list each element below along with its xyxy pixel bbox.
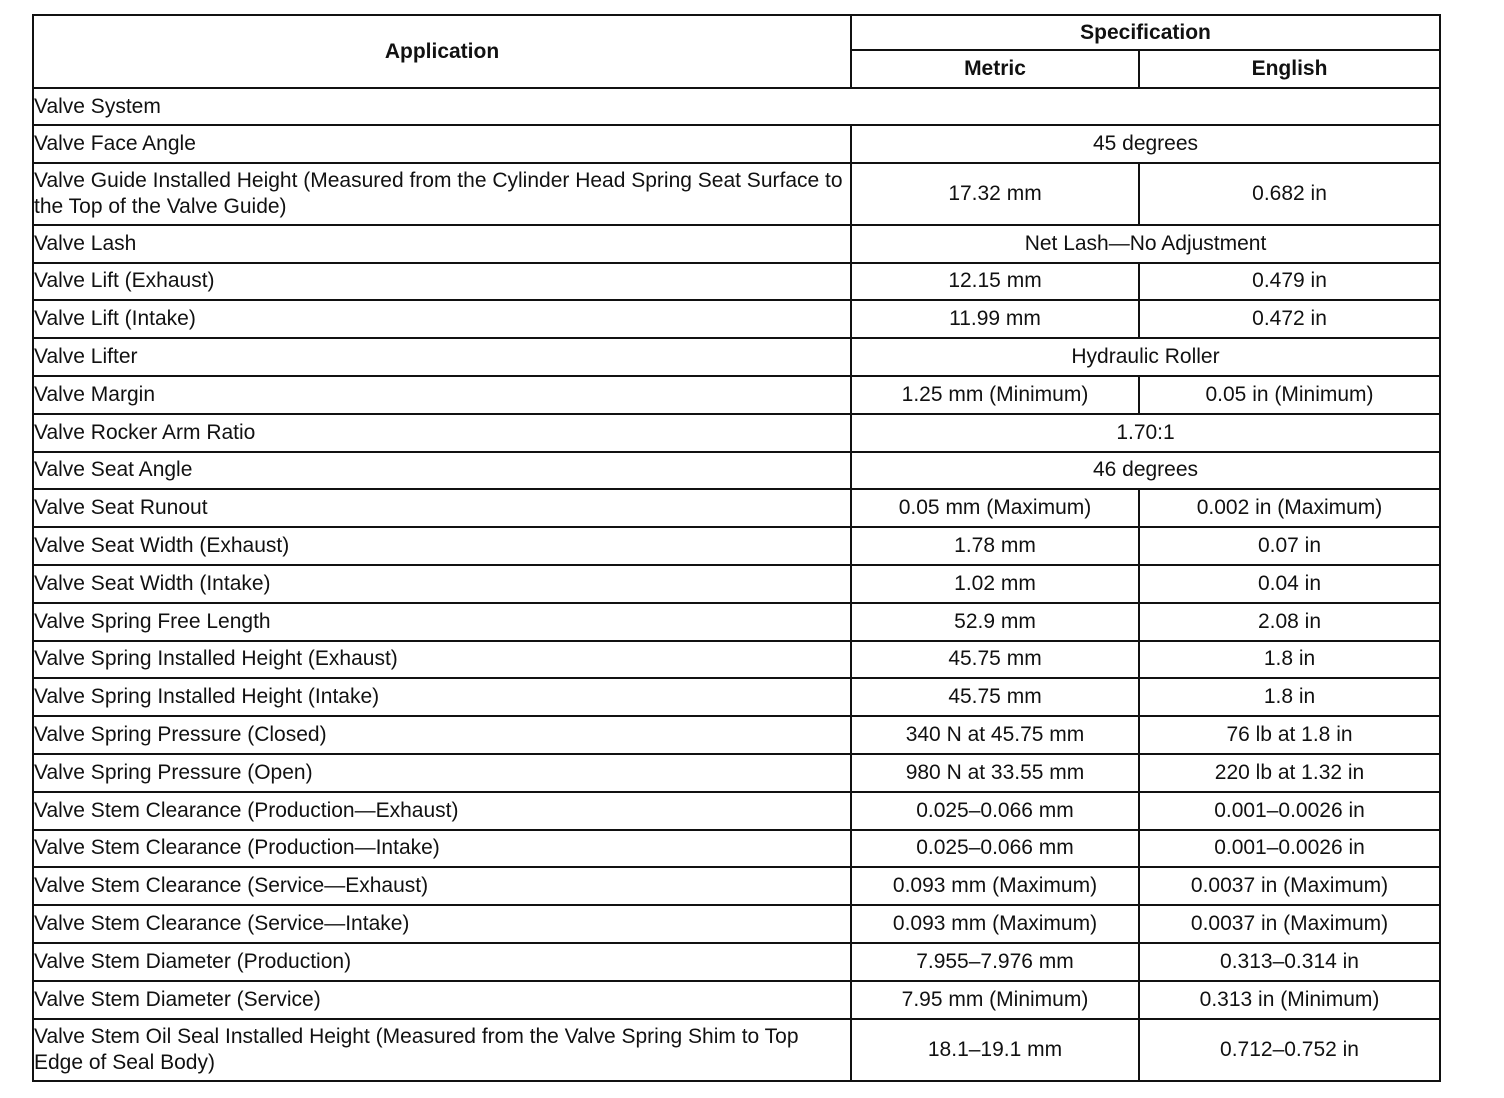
application-cell: Valve Stem Clearance (Service—Exhaust) (33, 867, 851, 905)
table-row (33, 527, 1440, 565)
specification-header: Specification (851, 15, 1440, 50)
specification-cell: Net Lash—No Adjustment (851, 225, 1440, 263)
specification-cell: 1.70:1 (851, 414, 1440, 452)
english-cell: 0.479 in (1139, 263, 1440, 301)
metric-header: Metric (851, 50, 1139, 88)
application-cell: Valve Stem Clearance (Service—Intake) (33, 905, 851, 943)
table-row (33, 376, 1440, 414)
application-cell: Valve Seat Runout (33, 489, 851, 527)
application-cell: Valve Stem Clearance (Production—Intake) (33, 830, 851, 868)
application-cell: Valve Guide Installed Height (Measured from the Cylinder Head Spring Seat Surface to the Top of the Valve Guide) (33, 163, 851, 225)
english-cell: 0.001–0.0026 in (1139, 792, 1440, 830)
section-label: Valve System (33, 88, 1440, 125)
metric-cell: 1.78 mm (851, 527, 1139, 565)
application-cell: Valve Margin (33, 376, 851, 414)
application-cell: Valve Spring Pressure (Closed) (33, 716, 851, 754)
metric-cell: 45.75 mm (851, 678, 1139, 716)
english-cell: 76 lb at 1.8 in (1139, 716, 1440, 754)
metric-cell: 11.99 mm (851, 300, 1139, 338)
application-cell: Valve Stem Clearance (Production—Exhaust) (33, 792, 851, 830)
application-cell: Valve Spring Free Length (33, 603, 851, 641)
table-row (33, 905, 1440, 943)
table-row (33, 225, 1440, 263)
table-row (33, 1019, 1440, 1081)
english-cell: 1.8 in (1139, 678, 1440, 716)
table-header (33, 15, 1440, 88)
english-header: English (1139, 50, 1440, 88)
application-cell: Valve Lifter (33, 338, 851, 376)
metric-cell: 1.25 mm (Minimum) (851, 376, 1139, 414)
specification-cell: Hydraulic Roller (851, 338, 1440, 376)
table-row (33, 163, 1440, 225)
table-row (33, 263, 1440, 301)
application-cell: Valve Stem Diameter (Service) (33, 981, 851, 1019)
english-cell: 0.07 in (1139, 527, 1440, 565)
table-row (33, 603, 1440, 641)
metric-cell: 1.02 mm (851, 565, 1139, 603)
english-cell: 1.8 in (1139, 641, 1440, 679)
application-cell: Valve Stem Diameter (Production) (33, 943, 851, 981)
application-cell: Valve Seat Width (Exhaust) (33, 527, 851, 565)
metric-cell: 7.95 mm (Minimum) (851, 981, 1139, 1019)
english-cell: 0.0037 in (Maximum) (1139, 867, 1440, 905)
english-cell: 0.001–0.0026 in (1139, 830, 1440, 868)
metric-cell: 18.1–19.1 mm (851, 1019, 1139, 1081)
table-body (33, 88, 1440, 1081)
application-cell: Valve Face Angle (33, 125, 851, 163)
english-cell: 0.682 in (1139, 163, 1440, 225)
table-row (33, 641, 1440, 679)
metric-cell: 0.093 mm (Maximum) (851, 905, 1139, 943)
metric-cell: 980 N at 33.55 mm (851, 754, 1139, 792)
table-row (33, 452, 1440, 490)
table-row (33, 300, 1440, 338)
application-cell: Valve Lash (33, 225, 851, 263)
english-cell: 0.472 in (1139, 300, 1440, 338)
metric-cell: 45.75 mm (851, 641, 1139, 679)
application-cell: Valve Rocker Arm Ratio (33, 414, 851, 452)
metric-cell: 7.955–7.976 mm (851, 943, 1139, 981)
table-row (33, 830, 1440, 868)
application-cell: Valve Spring Pressure (Open) (33, 754, 851, 792)
application-cell: Valve Spring Installed Height (Exhaust) (33, 641, 851, 679)
spec-table-container (32, 14, 1439, 1082)
valve-spec-table (32, 14, 1441, 1082)
table-row (33, 338, 1440, 376)
english-cell: 0.05 in (Minimum) (1139, 376, 1440, 414)
metric-cell: 0.05 mm (Maximum) (851, 489, 1139, 527)
table-row (33, 943, 1440, 981)
metric-cell: 340 N at 45.75 mm (851, 716, 1139, 754)
application-cell: Valve Lift (Intake) (33, 300, 851, 338)
metric-cell: 52.9 mm (851, 603, 1139, 641)
english-cell: 0.04 in (1139, 565, 1440, 603)
table-row (33, 981, 1440, 1019)
english-cell: 2.08 in (1139, 603, 1440, 641)
application-cell: Valve Stem Oil Seal Installed Height (Measured from the Valve Spring Shim to Top Edge of Seal Body) (33, 1019, 851, 1081)
specification-cell: 45 degrees (851, 125, 1440, 163)
table-row (33, 678, 1440, 716)
specification-cell: 46 degrees (851, 452, 1440, 490)
table-row (33, 716, 1440, 754)
metric-cell: 0.025–0.066 mm (851, 792, 1139, 830)
table-row (33, 867, 1440, 905)
table-row (33, 792, 1440, 830)
table-row (33, 414, 1440, 452)
table-row (33, 565, 1440, 603)
english-cell: 0.002 in (Maximum) (1139, 489, 1440, 527)
english-cell: 0.313–0.314 in (1139, 943, 1440, 981)
application-cell: Valve Lift (Exhaust) (33, 263, 851, 301)
table-row (33, 754, 1440, 792)
metric-cell: 17.32 mm (851, 163, 1139, 225)
application-cell: Valve Spring Installed Height (Intake) (33, 678, 851, 716)
table-row (33, 489, 1440, 527)
application-cell: Valve Seat Width (Intake) (33, 565, 851, 603)
application-cell: Valve Seat Angle (33, 452, 851, 490)
english-cell: 0.0037 in (Maximum) (1139, 905, 1440, 943)
metric-cell: 0.093 mm (Maximum) (851, 867, 1139, 905)
metric-cell: 12.15 mm (851, 263, 1139, 301)
english-cell: 220 lb at 1.32 in (1139, 754, 1440, 792)
metric-cell: 0.025–0.066 mm (851, 830, 1139, 868)
english-cell: 0.313 in (Minimum) (1139, 981, 1440, 1019)
section-row (33, 88, 1440, 125)
application-header: Application (33, 15, 851, 88)
english-cell: 0.712–0.752 in (1139, 1019, 1440, 1081)
table-row (33, 125, 1440, 163)
